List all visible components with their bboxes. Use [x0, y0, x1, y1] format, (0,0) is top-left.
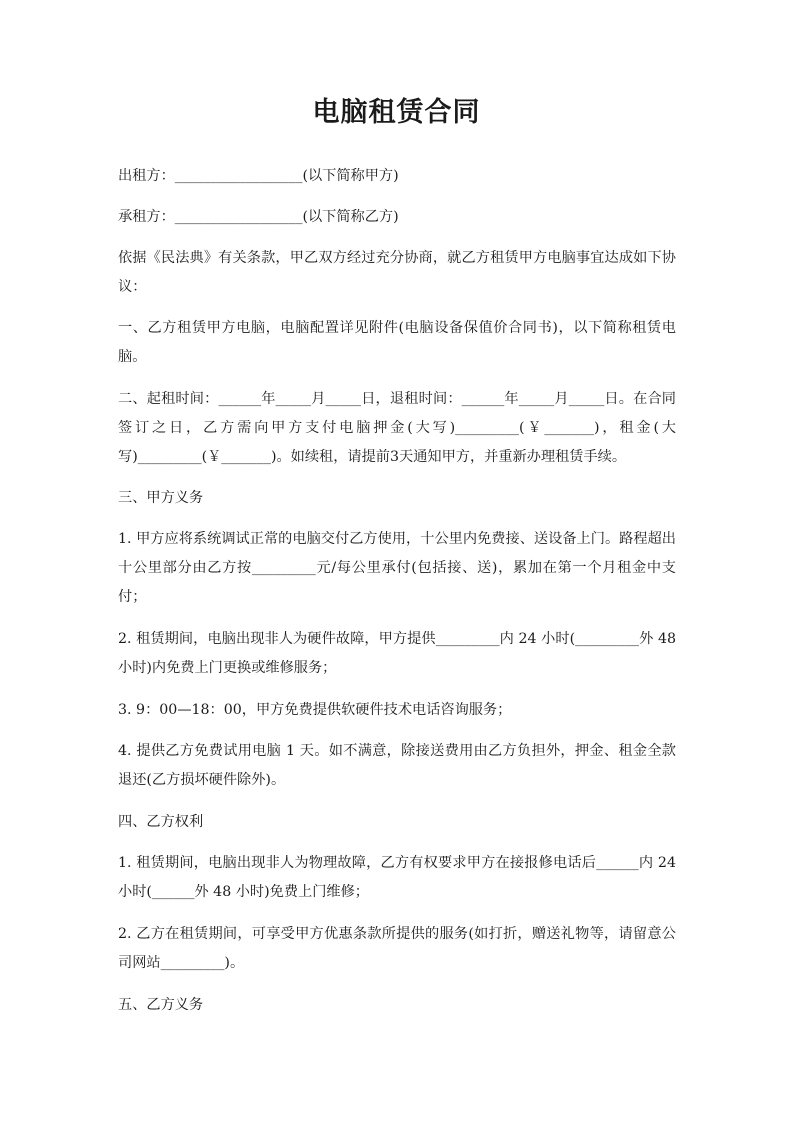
section-4-heading: 四、乙方权利: [118, 814, 204, 830]
lessee-line: 承租方：__________________(以下简称乙方): [118, 209, 399, 225]
section-5-heading: 五、乙方义务: [118, 997, 204, 1013]
section-4-item-2: 2. 乙方在租赁期间，可享受甲方优惠条款所提供的服务(如打折，赠送礼物等，请留意公司网站_________)。: [118, 926, 676, 971]
document-title: 电脑租赁合同: [312, 97, 481, 128]
section-4-item-1: 1. 租赁期间，电脑出现非人为物理故障，乙方有权要求甲方在接报修电话后______内 24 小时(______外 48 小时)免费上门维修；: [118, 855, 676, 900]
section-3-item-4: 4. 提供乙方免费试用电脑 1 天。如不满意，除接送费用由乙方负担外，押金、租金全款退还(乙方损坏硬件除外)。: [118, 743, 676, 788]
section-3-item-1: 1. 甲方应将系统调试正常的电脑交付乙方使用，十公里内免费接、送设备上门。路程超出十公里部分由乙方按_________元/每公里承付(包括接、送)，累加在第一个月租金中支付；: [118, 531, 676, 605]
clause-2-paragraph: 二、起租时间：______年_____月_____日，退租时间：______年_____月_____日。在合同签订之日，乙方需向甲方支付电脑押金(大写)_________(￥_______)，租金(大写)_________(￥_______)。如续租，请提前3天通知甲方，并重新办理租赁手续。: [118, 391, 676, 465]
section-3-item-2: 2. 租赁期间，电脑出现非人为硬件故障，甲方提供_________内 24 小时(_________外 48 小时)内免费上门更换或维修服务；: [118, 631, 676, 676]
clause-1-paragraph: 一、乙方租赁甲方电脑，电脑配置详见附件(电脑设备保值价合同书)，以下简称租赁电脑。: [118, 320, 676, 365]
lessor-line: 出租方：__________________(以下简称甲方): [118, 168, 399, 184]
section-3-item-3: 3. 9：00—18：00，甲方免费提供软硬件技术电话咨询服务；: [118, 702, 512, 718]
preamble-paragraph: 依据《民法典》有关条款，甲乙双方经过充分协商，就乙方租赁甲方电脑事宜达成如下协议：: [118, 250, 676, 295]
section-3-heading: 三、甲方义务: [118, 490, 204, 506]
